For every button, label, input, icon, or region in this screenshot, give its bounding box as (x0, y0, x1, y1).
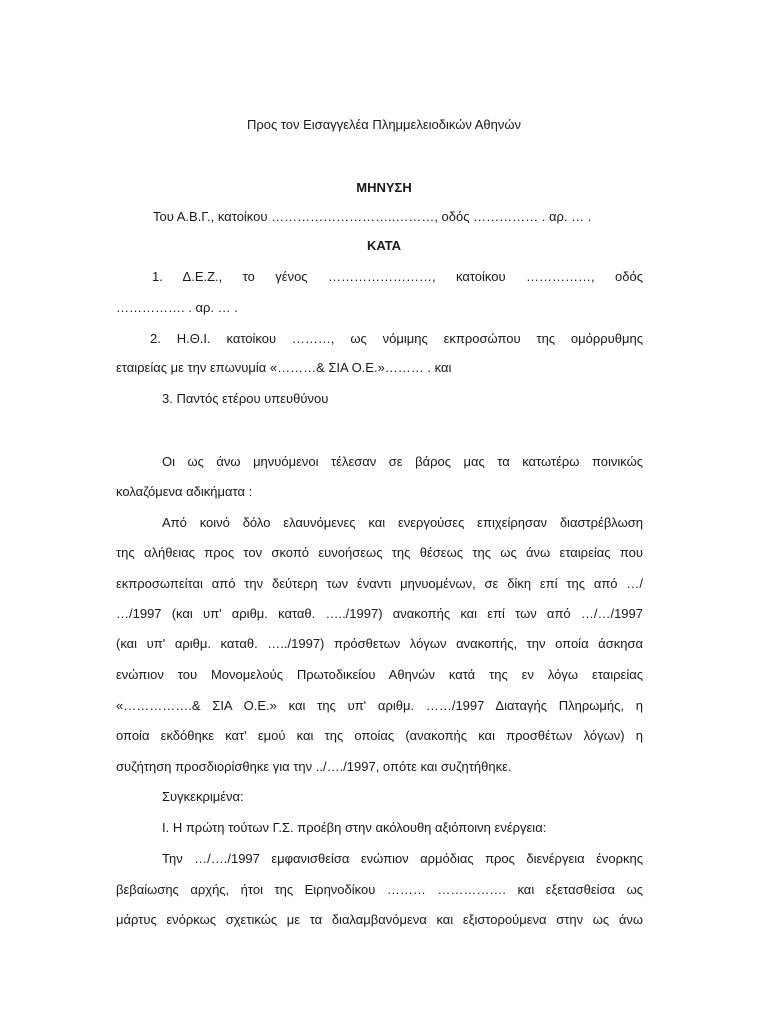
paragraph-2-line-9: συζήτηση προσδιορίσθηκε για την ../…./1997, οπότε και συζητήθηκε. (116, 759, 512, 774)
paragraph-2-line-6: ενώπιον του Μονομελούς Πρωτοδικείου Αθηνών κατά της εν λόγω εταιρείας (116, 667, 643, 682)
defendant-2-line-2: εταιρείας με την επωνυμία «………& ΣΙΑ Ο.Ε.»……… . και (116, 360, 452, 375)
defendant-1-line-2: ……………. . αρ. … . (116, 300, 238, 315)
addressee: Προς τον Εισαγγελέα Πλημμελειοδικών Αθηνών (246, 117, 522, 132)
paragraph-3-line-3: μάρτυς ενόρκως σχετικώς με τα διαλαμβανόμενα και εξιστορούμενα στην ως άνω (116, 912, 643, 927)
defendant-2-line-1: 2. Η.Θ.Ι. κατοίκου ………, ως νόμιμης εκπροσώπου της ομόρρυθμης (150, 331, 643, 346)
defendant-1-line-1: 1. Δ.Ε.Ζ., το γένος ……………………, κατοίκου ……………, οδός (152, 269, 643, 284)
complainant-line: Του Α.Β.Γ., κατοίκου ………………………..………, οδός …………… . αρ. … . (153, 209, 592, 224)
paragraph-3-line-2: βεβαίωσης αρχής, ήτοι της Ειρηνοδίκου ……… ……………. και εξετασθείσα ως (116, 882, 643, 897)
item-i: Ι. Η πρώτη τούτων Γ.Σ. προέβη στην ακόλουθη αξιόποινη ενέργεια: (162, 820, 547, 835)
paragraph-1-line-1: Οι ως άνω μηνυόμενοι τέλεσαν σε βάρος μας τα κατωτέρω ποινικώς (162, 454, 643, 469)
paragraph-2-line-2: της αλήθειας προς τον σκοπό ευνοήσεως της θέσεως της ως άνω εταιρείας που (116, 545, 643, 560)
paragraph-2-line-7: «…………….& ΣΙΑ Ο.Ε.» και της υπ' αριθμ. ……/1997 Διαταγής Πληρωμής, η (116, 698, 643, 713)
against-heading: ΚΑΤΑ (366, 238, 402, 253)
document-title: ΜΗΝΥΣΗ (356, 180, 412, 195)
paragraph-2-line-8: οποία εκδόθηκε κατ' εμού και της οποίας (ανακοπής και προσθέτων λόγων) η (116, 728, 643, 743)
paragraph-2-line-5: (και υπ' αριθμ. καταθ. …../1997) πρόσθετων λόγων ανακοπής, την οποία άσκησα (116, 636, 643, 651)
defendant-3: 3. Παντός ετέρου υπευθύνου (162, 391, 329, 406)
paragraph-2-line-3: εκπροσωπείται από την δεύτερη των έναντι μηνυομένων, σε δίκη επί της από …/ (116, 576, 643, 591)
paragraph-2-line-1: Από κοινό δόλο ελαυνόμενες και ενεργούσες επιχείρησαν διαστρέβλωση (162, 515, 643, 530)
paragraph-3-line-1: Την …/…./1997 εμφανισθείσα ενώπιον αρμόδιας προς διενέργεια ένορκης (162, 851, 643, 866)
paragraph-2-line-4: …/1997 (και υπ' αριθμ. καταθ. …../1997) ανακοπής και επί των από …/…/1997 (116, 606, 643, 621)
specifically-label: Συγκεκριμένα: (162, 789, 244, 804)
paragraph-1-line-2: κολαζόμενα αδικήματα : (116, 484, 253, 499)
